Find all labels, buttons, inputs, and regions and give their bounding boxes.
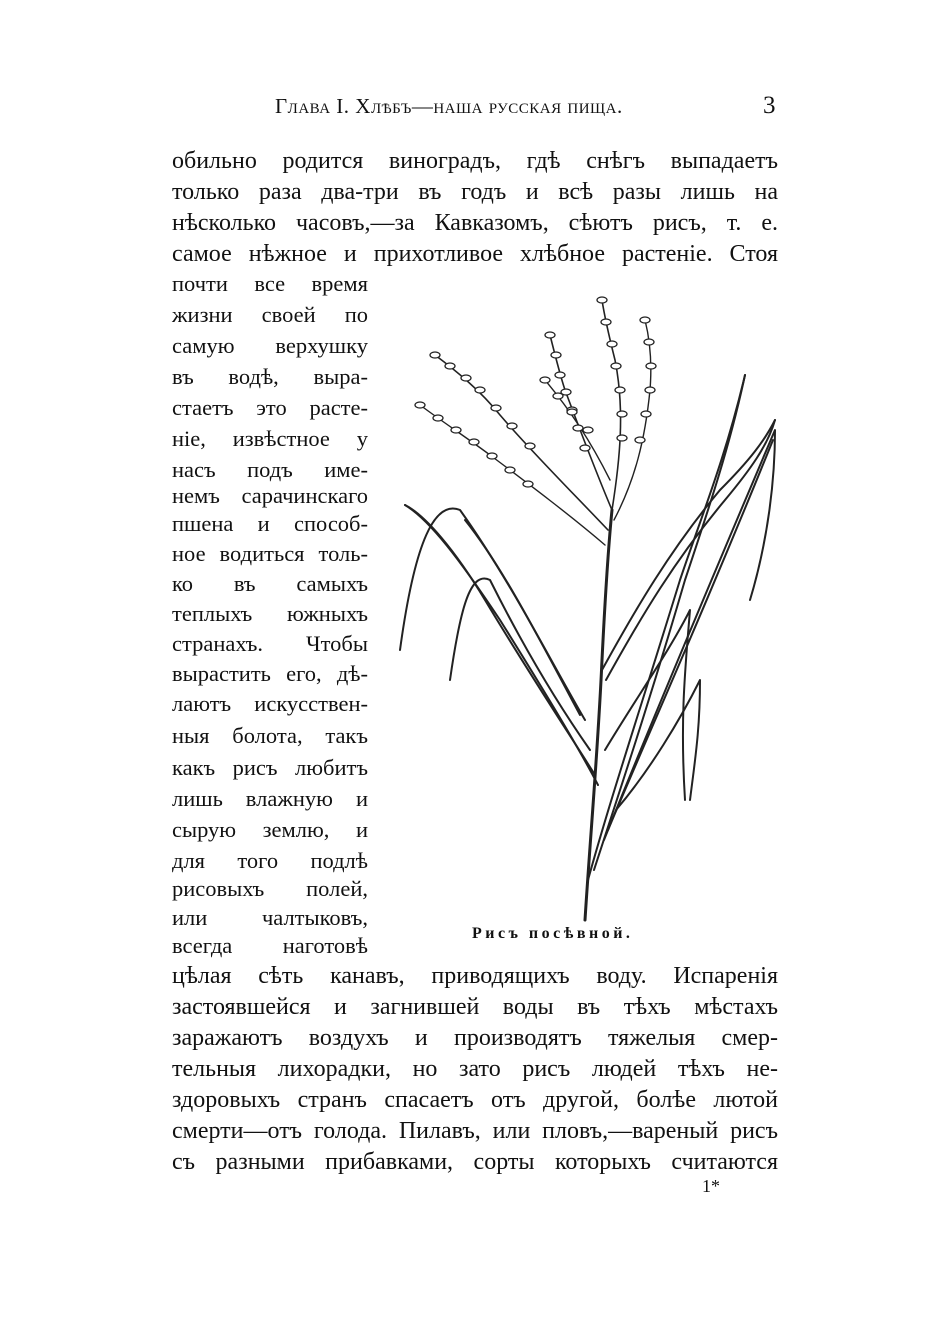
text-line: тельныя лихорадки, но зато рисъ людей тѣхъ не- xyxy=(172,1056,778,1082)
text-line: ніе, извѣстное у xyxy=(172,426,368,451)
text-line: или чалтыковъ, xyxy=(172,905,368,930)
text-line: рисовыхъ полей, xyxy=(172,876,368,901)
text-line: въ водѣ, выра- xyxy=(172,364,368,389)
text-line: вырастить его, дѣ- xyxy=(172,661,368,686)
text-line: жизни своей по xyxy=(172,302,368,327)
rice-plant-illustration xyxy=(380,280,780,925)
text-line: нѣсколько часовъ,—за Кавказомъ, сѣютъ рисъ, т. е. xyxy=(172,210,778,236)
text-line: лишь влажную и xyxy=(172,786,368,811)
text-line: какъ рисъ любитъ xyxy=(172,755,368,780)
text-line: ко въ самыхъ xyxy=(172,571,368,596)
text-line: обильно родится виноградъ, гдѣ снѣгъ выпадаетъ xyxy=(172,148,778,174)
text-line: лаютъ искусствен- xyxy=(172,691,368,716)
text-line: только раза два-три въ годъ и всѣ разы лишь на xyxy=(172,179,778,205)
text-line: всегда наготовѣ xyxy=(172,933,368,958)
text-line: ное водиться толь- xyxy=(172,541,368,566)
text-line: стаетъ это расте- xyxy=(172,395,368,420)
text-line: пшена и способ- xyxy=(172,511,368,536)
signature-mark: 1* xyxy=(702,1176,720,1196)
text-line: странахъ. Чтобы xyxy=(172,631,368,656)
text-line: для того подлѣ xyxy=(172,848,368,873)
text-line: застоявшейся и загнившей воды въ тѣхъ мѣстахъ xyxy=(172,994,778,1020)
text-line: цѣлая сѣть канавъ, приводящихъ воду. Испаренія xyxy=(172,963,778,989)
text-line: сырую землю, и xyxy=(172,817,368,842)
running-title: Глава I. Хлѣбъ—наша русская пища. xyxy=(275,94,623,118)
text-line: смерти—отъ голода. Пилавъ, или пловъ,—вареный рисъ xyxy=(172,1118,778,1144)
text-line: ныя болота, такъ xyxy=(172,723,368,748)
text-line: почти все время xyxy=(172,271,368,296)
text-line: немъ сарачинскаго xyxy=(172,483,368,508)
text-line: заражаютъ воздухъ и производятъ тяжелыя смер- xyxy=(172,1025,778,1051)
text-line: съ разными прибавками, сорты которыхъ считаются xyxy=(172,1149,778,1175)
text-line: насъ подъ име- xyxy=(172,457,368,482)
page-number: 3 xyxy=(763,92,776,119)
text-line: здоровыхъ странъ спасаетъ отъ другой, болѣе лютой xyxy=(172,1087,778,1113)
figure-caption: Рисъ посѣвной. xyxy=(472,925,634,942)
text-line: самое нѣжное и прихотливое хлѣбное растеніе. Стоя xyxy=(172,241,778,267)
text-line: теплыхъ южныхъ xyxy=(172,601,368,626)
text-line: самую верхушку xyxy=(172,333,368,358)
